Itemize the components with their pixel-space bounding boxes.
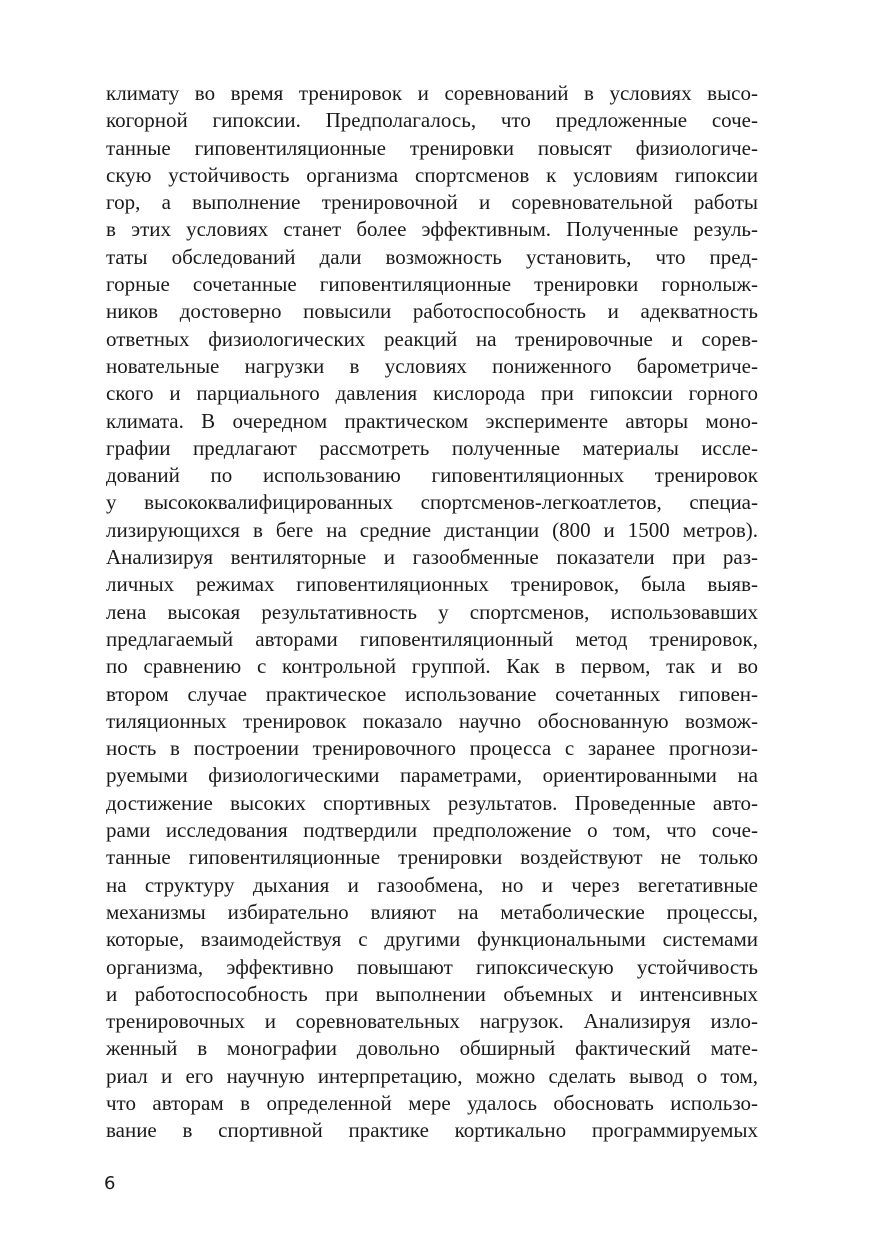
text-line-35: тренировочных и соревновательных нагрузок. Анализируя изло- xyxy=(106,1009,758,1034)
text-line-22: по сравнению с контрольной группой. Как в первом, так и во xyxy=(106,654,758,679)
text-line-11: новательные нагрузки в условиях пониженного барометриче- xyxy=(106,353,758,378)
text-line-2: когорной гипоксии. Предполагалось, что предложенные соче- xyxy=(106,108,758,133)
text-line-23: втором случае практическое использование сочетанных гиповен- xyxy=(106,681,758,706)
text-line-24: тиляционных тренировок показало научно обоснованную возмож- xyxy=(106,708,758,733)
text-line-27: достижение высоких спортивных результатов. Проведенные авто- xyxy=(106,790,758,815)
text-line-18: Анализируя вентиляторные и газообменные показатели при раз- xyxy=(106,545,758,570)
text-line-29: танные гиповентиляционные тренировки воздействуют не только xyxy=(106,845,758,870)
text-line-1: климату во время тренировок и соревнований в условиях высо- xyxy=(106,81,758,105)
text-line-6: в этих условиях станет более эффективным. Полученные резуль- xyxy=(106,217,758,242)
text-line-25: ность в построении тренировочного процесса с заранее прогнози- xyxy=(106,736,758,761)
text-line-9: ников достоверно повысили работоспособность и адекватность xyxy=(106,299,758,324)
text-line-20: лена высокая результативность у спортсменов, использовавших xyxy=(106,599,758,624)
text-line-5: гор, а выполнение тренировочной и соревновательной работы xyxy=(106,190,758,215)
text-line-19: личных режимах гиповентиляционных тренировок, была выяв- xyxy=(106,572,758,597)
text-line-4: скую устойчивость организма спортсменов к условиям гипоксии xyxy=(106,162,758,187)
text-line-13: климата. В очередном практическом эксперименте авторы моно- xyxy=(106,408,758,433)
text-line-38: что авторам в определенной мере удалось обосновать использо- xyxy=(106,1090,758,1115)
text-line-30: на структуру дыхания и газообмена, но и через вегетативные xyxy=(106,872,758,897)
text-line-17: лизирующихся в беге на средние дистанции (800 и 1500 метров). xyxy=(106,517,758,542)
body-paragraph xyxy=(106,80,758,1145)
text-line-28: рами исследования подтвердили предположение о том, что соче- xyxy=(106,818,758,843)
text-line-34: и работоспособность при выполнении объемных и интенсивных xyxy=(106,981,758,1006)
text-line-15: дований по использованию гиповентиляционных тренировок xyxy=(106,463,758,488)
text-line-32: которые, взаимодействуя с другими функциональными системами xyxy=(106,927,758,952)
text-line-14: графии предлагают рассмотреть полученные материалы иссле- xyxy=(106,435,758,460)
text-line-3: танные гиповентиляционные тренировки повысят физиологиче- xyxy=(106,135,758,160)
text-line-21: предлагаемый авторами гиповентиляционный метод тренировок, xyxy=(106,626,758,651)
text-line-36: женный в монографии довольно обширный фактический мате- xyxy=(106,1036,758,1061)
text-line-12: ского и парциального давления кислорода при гипоксии горного xyxy=(106,381,758,406)
text-line-31: механизмы избирательно влияют на метаболические процессы, xyxy=(106,899,758,924)
text-line-8: горные сочетанные гиповентиляционные тренировки горнолыж- xyxy=(106,272,758,297)
text-line-37: риал и его научную интерпретацию, можно сделать вывод о том, xyxy=(106,1063,758,1088)
text-line-7: таты обследований дали возможность установить, что пред- xyxy=(106,244,758,269)
text-line-10: ответных физиологических реакций на тренировочные и сорев- xyxy=(106,326,758,351)
page-number: 6 xyxy=(104,1173,116,1194)
text-line-39: вание в спортивной практике кортикально программируемых xyxy=(106,1118,758,1143)
text-line-16: у высококвалифицированных спортсменов-легкоатлетов, специа- xyxy=(106,490,758,515)
text-line-33: организма, эффективно повышают гипоксическую устойчивость xyxy=(106,954,758,979)
text-line-26: руемыми физиологическими параметрами, ориентированными на xyxy=(106,763,758,788)
